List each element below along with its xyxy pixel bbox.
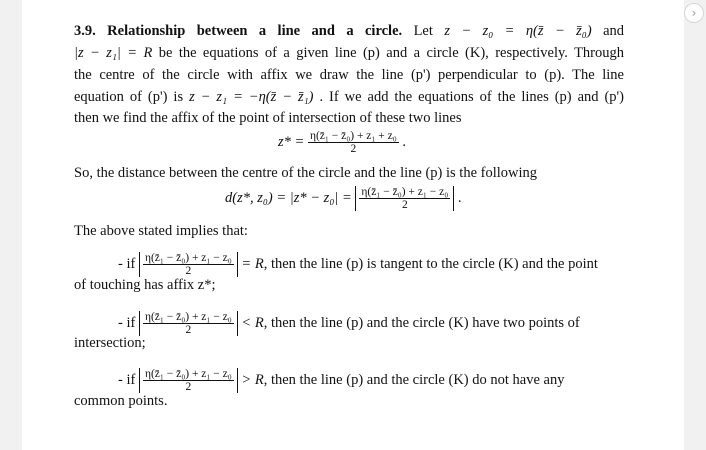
zstar-formula: z* = $\frac{\text{η(z̄₁ − z̄₀) + z₁ + z₀}}{2}$ . [278, 130, 407, 155]
chevron-right-icon[interactable]: › [684, 3, 704, 23]
body-line-3: the centre of the circle with affix we draw the line (p') perpendicular to (p). The line [74, 67, 624, 83]
distance-fraction: $\frac{\text{η(z̄₁ − z̄₀) + z₁ − z₀}}{2}$ [361, 186, 449, 211]
case-2: - if $\frac{\text{η(z̄₁ − z̄₀) + z₁ − z₀}}{2}$ < R, then the line (p) and the circle (K) have two points of [118, 311, 580, 336]
document-page [22, 0, 684, 450]
case-1: - if $\frac{\text{η(z̄₁ − z̄₀) + z₁ − z₀}}{2}$ = R, then the line (p) is tangent to the circle (K) and the point [118, 252, 598, 277]
case-3-cont: common points. [74, 393, 168, 409]
line-equation: z − z₀ = η(z̄ − z̄₀) [444, 23, 592, 39]
distance-intro: So, the distance between the centre of the circle and the line (p) is the following [74, 165, 538, 181]
body-line-5: then we find the affix of the point of intersection of these two lines [74, 110, 462, 126]
case-3: - if $\frac{\text{η(z̄₁ − z̄₀) + z₁ − z₀}}{2}$ > R, then the line (p) and the circle (K) do not have any [118, 368, 565, 393]
implies-line: The above stated implies that: [74, 223, 248, 239]
heading-line: 3.9. Relationship between a line and a circle. Let z − z₀ = η(z̄ − z̄₀) and [74, 23, 625, 39]
case-2-cont: intersection; [74, 335, 146, 351]
zstar-fraction: $\frac{\text{η(z̄₁ − z̄₀) + z₁ + z₀}}{2}$ [309, 130, 397, 155]
section-heading: 3.9. Relationship between a line and a circle. [74, 23, 403, 39]
circle-equation: |z − z₁| = R [74, 45, 153, 61]
case-1-cont: of touching has affix z*; [74, 277, 216, 293]
body-line-4: equation of (p') is z − z₁ = −η(z̄ − z̄₁) . If we add the equations of the lines (p) and (p') [74, 89, 624, 105]
body-line-2: |z − z₁| = R be the equations of a given line (p) and a circle (K), respectively. Through [74, 45, 625, 61]
perpendicular-equation: z − z₁ = −η(z̄ − z̄₁) [189, 89, 314, 105]
distance-formula: d(z*, z₀) = |z* − z₀| = $\frac{\text{η(z̄₁ − z̄₀) + z₁ − z₀}}{2}$ . [225, 186, 462, 211]
